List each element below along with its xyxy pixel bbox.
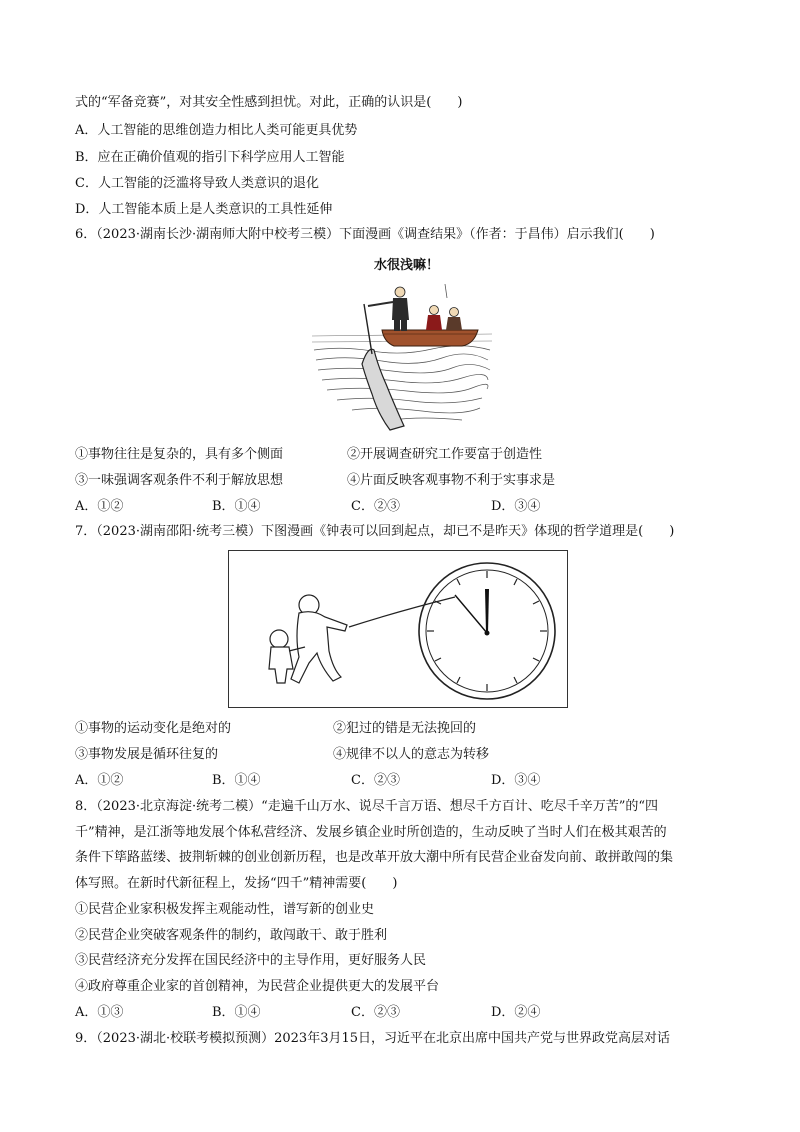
- q7-statement-2: ②犯过的错是无法挽回的: [333, 721, 477, 736]
- boat-cartoon: [312, 254, 492, 439]
- q6-statement-2: ②开展调查研究工作要富于创造性: [347, 447, 543, 462]
- q9-stem: 9．（2023·湖北·校联考模拟预测）2023年3月15日，习近平在北京出席中国共产党与世界政党高层对话: [75, 1031, 671, 1046]
- q7-choice-c: C．②③: [351, 773, 400, 788]
- q8-statement-1: ①民营企业家积极发挥主观能动性，谱写新的创业史: [75, 902, 375, 917]
- q7-statement-4: ④规律不以人的意志为转移: [333, 747, 490, 762]
- cartoon-caption: 水很浅嘛！: [374, 258, 440, 273]
- q6-statement-4: ④片面反映客观事物不利于实事求是: [347, 473, 556, 488]
- q8-choice-d: D．②④: [491, 1005, 541, 1020]
- q7-statement-1: ①事物的运动变化是绝对的: [75, 721, 232, 736]
- q5-option-b: B．应在正确价值观的指引下科学应用人工智能: [75, 150, 345, 165]
- q7-statement-3: ③事物发展是循环往复的: [75, 747, 219, 762]
- q6-statement-1: ①事物往往是复杂的，具有多个侧面: [75, 447, 284, 462]
- q8-choice-a: A．①③: [75, 1005, 124, 1020]
- q6-stem: 6．（2023·湖南长沙·湖南师大附中校考三模）下面漫画《调查结果》（作者：于昌伟）启示我们( ): [75, 227, 655, 242]
- q5-option-a: A．人工智能的思维创造力相比人类可能更具优势: [75, 123, 358, 138]
- q8-statement-4: ④政府尊重企业家的首创精神，为民营企业提供更大的发展平台: [75, 979, 440, 994]
- q8-stem-line-3: 条件下筚路蓝缕、披荆斩棘的创业创新历程，也是改革开放大潮中所有民营企业奋发向前、敢拼敢闯的集: [75, 850, 674, 865]
- q8-choice-b: B．①④: [212, 1005, 261, 1020]
- q7-stem: 7．（2023·湖南邵阳·统考三模）下图漫画《钟表可以回到起点，却已不是昨天》体现的哲学道理是( ): [75, 524, 675, 539]
- clock-cartoon-drawing: [229, 551, 567, 707]
- q7-choice-d: D．③④: [491, 773, 541, 788]
- q5-option-c: C．人工智能的泛滥将导致人类意识的退化: [75, 176, 319, 191]
- q8-stem-line-4: 体写照。在新时代新征程上，发扬“四千”精神需要( ): [75, 876, 398, 891]
- q8-stem-line-2: 千”精神，是江浙等地发展个体私营经济、发展乡镇企业时所创造的，生动反映了当时人们在极其艰苦的: [75, 825, 667, 840]
- q5-option-d: D．人工智能本质上是人类意识的工具性延伸: [75, 202, 333, 217]
- q8-stem-line-1: 8．（2023·北京海淀·统考二模）“走遍千山万水、说尽千言万语、想尽千方百计、吃尽千辛万苦”的“四: [75, 799, 659, 814]
- q8-statement-3: ③民营经济充分发挥在国民经济中的主导作用，更好服务人民: [75, 953, 427, 968]
- q5-stem-tail: 式的“军备竞赛”，对其安全性感到担忧。对此，正确的认识是( ): [75, 95, 463, 110]
- q6-choice-c: C．②③: [351, 499, 400, 514]
- q6-statement-3: ③一味强调客观条件不利于解放思想: [75, 473, 284, 488]
- q6-choice-d: D．③④: [491, 499, 541, 514]
- boat-cartoon-drawing: [312, 254, 492, 439]
- q8-statement-2: ②民营企业突破客观条件的制约，敢闯敢干、敢于胜利: [75, 928, 388, 943]
- q6-choice-a: A．①②: [75, 499, 124, 514]
- q8-choice-c: C．②③: [351, 1005, 400, 1020]
- q7-choice-a: A．①②: [75, 773, 124, 788]
- q6-choice-b: B．①④: [212, 499, 261, 514]
- clock-cartoon: [228, 550, 568, 708]
- q7-choice-b: B．①④: [212, 773, 261, 788]
